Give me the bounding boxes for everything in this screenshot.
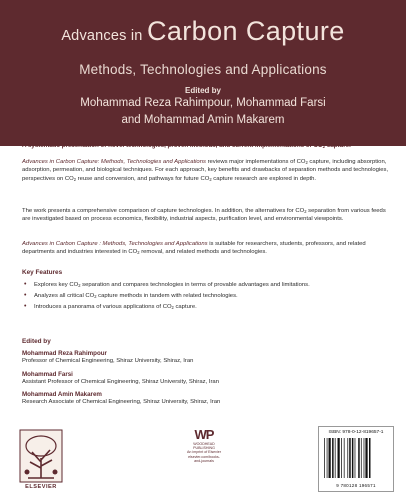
lead-sub: 2 xyxy=(322,144,326,149)
wp-line-1: WOODHEAD xyxy=(193,442,215,446)
p3-text-1: is suitable for researchers, students, professors, and related departments and industries interested in CO xyxy=(22,241,366,256)
p1-sub-2: 2 xyxy=(73,176,77,182)
key-feature-item xyxy=(22,303,388,311)
kf-sub: 2 xyxy=(171,305,174,311)
barcode-number: 9 780128 196571 xyxy=(336,483,376,488)
p3-text-2: removal, and related methods and technologies. xyxy=(139,249,267,256)
p1-sub-1: 2 xyxy=(305,160,308,165)
barcode-bar xyxy=(327,438,328,478)
wp-line-4: elsevier.com/books-and-journals xyxy=(188,454,220,463)
editor-affiliation: Professor of Chemical Engineering, Shiraz University, Shiraz, Iran xyxy=(22,358,194,364)
barcode-bar xyxy=(365,438,367,478)
editors-heading: Edited by xyxy=(22,338,51,345)
barcode-bar xyxy=(324,438,325,478)
barcode-bar xyxy=(355,438,356,478)
title-prefix: Advances in xyxy=(61,28,143,44)
bullet-icon: • xyxy=(24,281,27,288)
key-features-list xyxy=(22,281,388,315)
lead-text-1: A systematic presentation of novel technologies, proven methods, and current implementations of CO xyxy=(22,142,323,149)
isbn-label: ISBN: 978-0-12-819657-1 xyxy=(328,430,384,435)
kf-text-b: capture. xyxy=(173,304,197,311)
cover-header xyxy=(0,0,406,146)
key-feature-item xyxy=(22,292,388,300)
barcode-bar xyxy=(338,438,340,478)
title-main: Carbon Capture xyxy=(146,16,345,46)
wp-monogram: WP xyxy=(194,427,214,442)
barcode-bar xyxy=(349,438,351,478)
barcode-bar xyxy=(361,438,362,478)
p3-title: Advances in Carbon Capture : Methods, Technologies and Applications xyxy=(22,241,208,247)
wp-line-2: PUBLISHING xyxy=(193,446,215,451)
isbn-barcode-box xyxy=(318,426,394,492)
kf-text-a: Introduces a panorama of various applications of CO xyxy=(34,304,172,311)
kf-sub: 2 xyxy=(94,294,97,300)
p1-text-1: reviews major implementations of CO xyxy=(205,159,306,165)
barcode-bar xyxy=(344,438,345,478)
p2-text-2: separation from various feeds are investigated based on process economics, flexibility, industrial aspects, purification level, and environmental viewpoints. xyxy=(22,208,386,223)
editor-affiliation: Research Associate of Chemical Engineering, Shiraz University, Shiraz, Iran xyxy=(22,399,221,405)
barcode-bar xyxy=(347,438,348,478)
barcode-bar xyxy=(352,438,354,478)
lead-text-2: capture. xyxy=(325,142,351,149)
p1-text-4: capture research are explored in depth. xyxy=(211,175,317,182)
kf-sub: 2 xyxy=(78,283,81,288)
book-title xyxy=(0,16,406,47)
kf-text-b: capture methods in tandem with related technologies. xyxy=(96,293,238,300)
barcode-bar xyxy=(364,438,365,478)
description-paragraph-2 xyxy=(22,207,390,224)
editors-line-1: Mohammad Reza Rahimpour, Mohammad Farsi xyxy=(80,97,326,109)
p1-sub-3: 2 xyxy=(209,176,212,182)
elsevier-wordmark: ELSEVIER xyxy=(25,484,57,490)
p1-title: Advances in Carbon Capture: Methods, Technologies and Applications xyxy=(22,159,206,165)
bullet-icon: • xyxy=(24,292,27,300)
wp-line-3: An imprint of Elsevier xyxy=(187,450,221,455)
lead-statement xyxy=(22,142,388,150)
editor-name: Mohammad Reza Rahimpour xyxy=(22,350,107,357)
book-subtitle: Methods, Technologies and Applications xyxy=(79,62,327,77)
woodhead-publishing-logo xyxy=(186,428,222,484)
barcode-bar xyxy=(358,438,360,478)
editor-name: Mohammad Amin Makarem xyxy=(22,391,102,398)
barcode-bar xyxy=(341,438,342,478)
p2-sub-1: 2 xyxy=(304,209,307,214)
p2-text-1: The work presents a comprehensive comparison of capture technologies. In addition, the alternatives for CO xyxy=(22,208,305,214)
description-paragraph-1 xyxy=(22,158,390,183)
edited-by-label: Edited by xyxy=(184,86,221,95)
editor-affiliation: Assistant Professor of Chemical Engineering, Shiraz University, Shiraz, Iran xyxy=(22,379,219,385)
editor-name: Mohammad Farsi xyxy=(22,371,73,378)
barcode-bar xyxy=(369,438,371,478)
p1-text-2: capture, including absorption, adsorption, permeation, and biological techniques. For each approach, key benefits and drawbacks of separation methods and technologies, perspectives on CO xyxy=(22,159,389,182)
kf-text-b: separation and compares technologies in terms of provable advantages and limitations. xyxy=(80,282,310,288)
barcode-icon xyxy=(323,438,389,478)
kf-text-a: Analyzes all critical CO xyxy=(34,293,95,300)
editors-line-2: and Mohammad Amin Makarem xyxy=(121,114,285,126)
key-feature-item xyxy=(22,281,388,289)
p3-sub-1: 2 xyxy=(137,250,140,256)
barcode-bar xyxy=(329,438,331,478)
kf-text-a: Explores key CO xyxy=(34,282,79,288)
barcode-bar xyxy=(335,438,336,478)
description-paragraph-3 xyxy=(22,240,390,257)
barcode-bar xyxy=(332,438,334,478)
bullet-icon: • xyxy=(24,303,27,311)
key-features-heading: Key Features xyxy=(22,269,63,276)
p1-text-3: reuse and conversion, and pathways for future CO xyxy=(76,175,210,182)
